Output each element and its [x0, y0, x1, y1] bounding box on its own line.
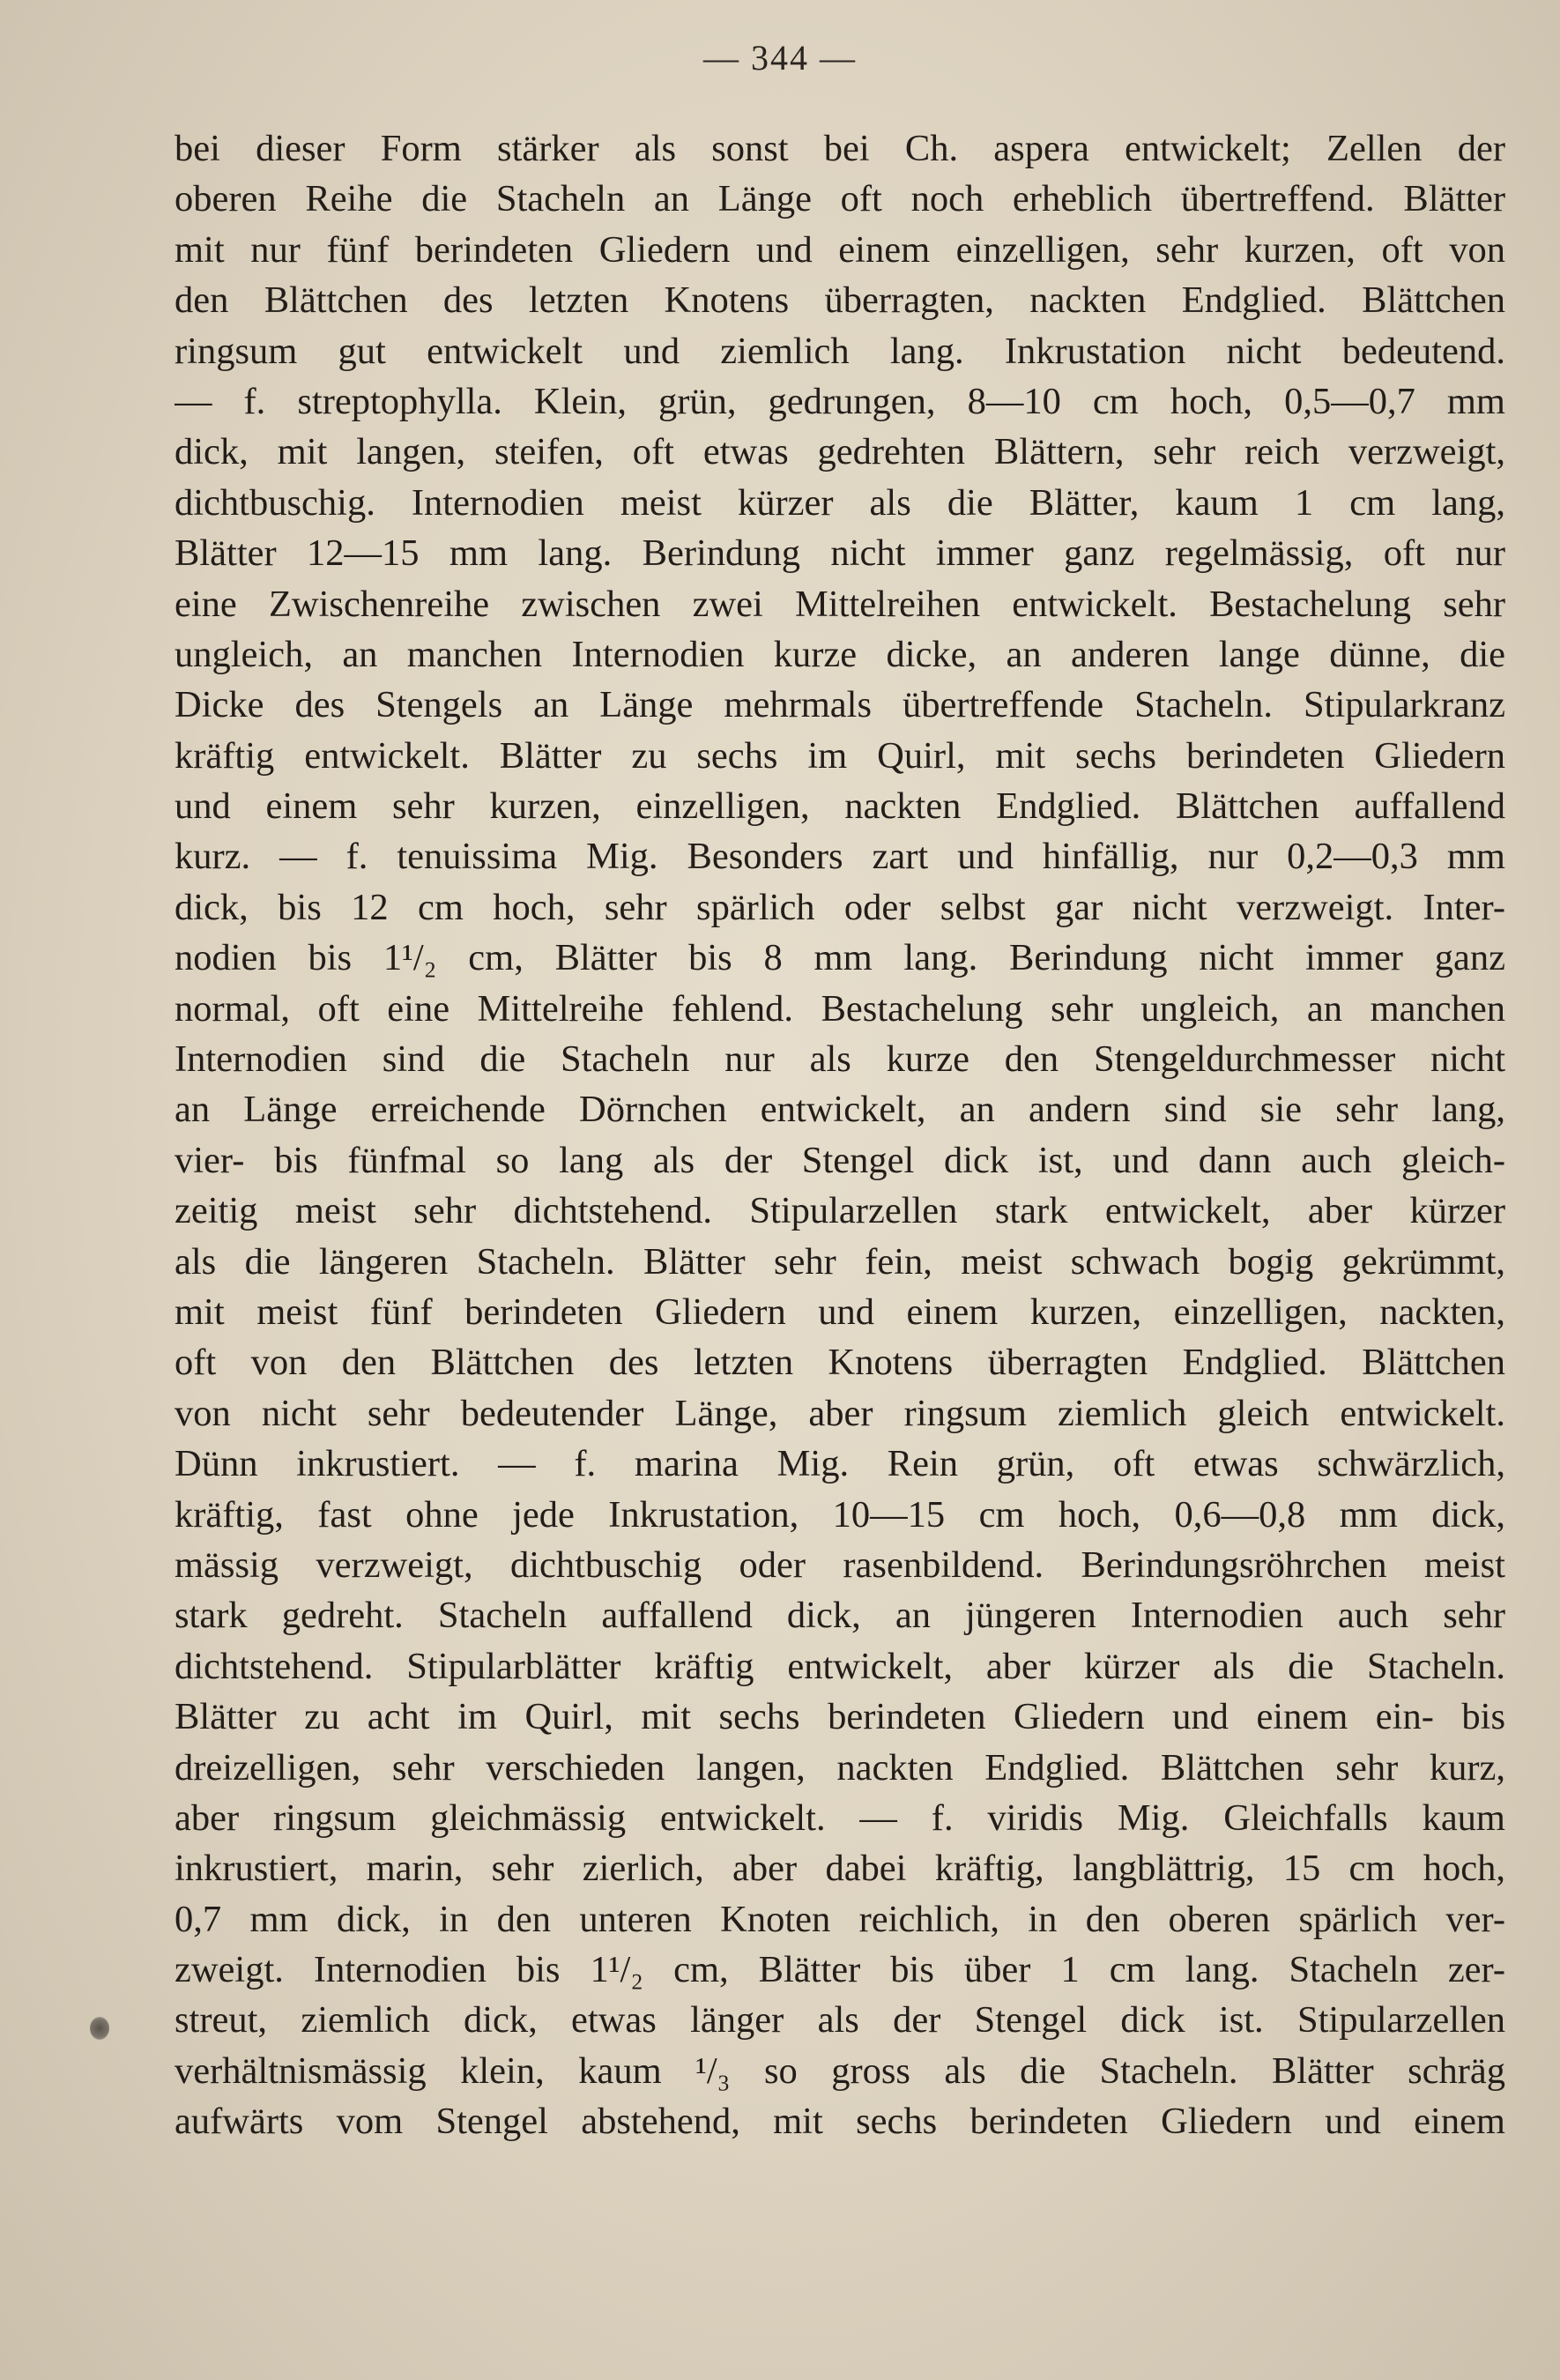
text-line: normal, oft eine Mittelreihe fehlend. Bestachelung sehr ungleich, an manchen [175, 987, 1505, 1030]
body-text [175, 123, 1505, 2147]
text-line: oft von den Blättchen des letzten Knotens überragten Endglied. Blättchen [175, 1342, 1505, 1384]
text-line: an Länge erreichende Dörnchen entwickelt, an andern sind sie sehr lang, [175, 1089, 1505, 1131]
text-line: — f. streptophylla. Klein, grün, gedrungen, 8—10 cm hoch, 0,5—0,7 mm [175, 380, 1505, 422]
text-line: 0,7 mm dick, in den unteren Knoten reichlich, in den oberen spärlich ver- [175, 1898, 1505, 1940]
text-line: dichtbuschig. Internodien meist kürzer als die Blätter, kaum 1 cm lang, [175, 481, 1505, 524]
text-line: und einem sehr kurzen, einzelligen, nackten Endglied. Blättchen auffallend [175, 785, 1505, 828]
text-line: als die längeren Stacheln. Blätter sehr fein, meist schwach bogig gekrümmt, [175, 1240, 1505, 1283]
text-line: dichtstehend. Stipularblätter kräftig entwickelt, aber kürzer als die Stacheln. [175, 1645, 1505, 1687]
text-line: nodien bis 1¹/₂ cm, Blätter bis 8 mm lang. Berindung nicht immer ganz [175, 937, 1505, 979]
text-line: kräftig, fast ohne jede Inkrustation, 10—15 cm hoch, 0,6—0,8 mm dick, [175, 1493, 1505, 1536]
text-line: verhältnismässig klein, kaum ¹/₃ so gross als die Stacheln. Blätter schräg [175, 2049, 1505, 2092]
text-line: zweigt. Internodien bis 1¹/₂ cm, Blätter bis über 1 cm lang. Stacheln zer- [175, 1949, 1505, 1991]
text-line: von nicht sehr bedeutender Länge, aber ringsum ziemlich gleich entwickelt. [175, 1392, 1505, 1434]
text-line: stark gedreht. Stacheln auffallend dick, an jüngeren Internodien auch sehr [175, 1595, 1505, 1637]
text-line: kräftig entwickelt. Blätter zu sechs im Quirl, mit sechs berindeten Gliedern [175, 734, 1505, 777]
text-line: oberen Reihe die Stacheln an Länge oft noch erheblich übertreffend. Blätter [175, 178, 1505, 220]
text-line: den Blättchen des letzten Knotens überragten, nackten Endglied. Blättchen [175, 279, 1505, 322]
text-line: aufwärts vom Stengel abstehend, mit sechs berindeten Gliedern und einem [175, 2101, 1505, 2143]
page-number: — 344 — [703, 38, 857, 78]
text-line: vier- bis fünfmal so lang als der Stengel dick ist, und dann auch gleich- [175, 1139, 1505, 1181]
text-line: inkrustiert, marin, sehr zierlich, aber dabei kräftig, langblättrig, 15 cm hoch, [175, 1848, 1505, 1890]
text-line: aber ringsum gleichmässig entwickelt. — f. viridis Mig. Gleichfalls kaum [175, 1796, 1505, 1839]
ink-spot [90, 2017, 109, 2040]
text-line: Dicke des Stengels an Länge mehrmals übertreffende Stacheln. Stipularkranz [175, 684, 1505, 726]
text-line: kurz. — f. tenuissima Mig. Besonders zart und hinfällig, nur 0,2—0,3 mm [175, 836, 1505, 878]
text-line: mit nur fünf berindeten Gliedern und einem einzelligen, sehr kurzen, oft von [175, 228, 1505, 271]
text-line: dick, bis 12 cm hoch, sehr spärlich oder selbst gar nicht verzweigt. Inter- [175, 886, 1505, 928]
text-line: Dünn inkrustiert. — f. marina Mig. Rein grün, oft etwas schwärzlich, [175, 1443, 1505, 1485]
text-line: Internodien sind die Stacheln nur als kurze den Stengeldurchmesser nicht [175, 1038, 1505, 1081]
text-line: mässig verzweigt, dichtbuschig oder rasenbildend. Berindungsröhrchen meist [175, 1543, 1505, 1586]
text-line: dreizelligen, sehr verschieden langen, nackten Endglied. Blättchen sehr kurz, [175, 1746, 1505, 1789]
text-line: eine Zwischenreihe zwischen zwei Mittelreihen entwickelt. Bestachelung sehr [175, 583, 1505, 625]
text-line: bei dieser Form stärker als sonst bei Ch. aspera entwickelt; Zellen der [175, 128, 1505, 169]
text-line: Blätter zu acht im Quirl, mit sechs berindeten Gliedern und einem ein- bis [175, 1696, 1505, 1738]
text-line: streut, ziemlich dick, etwas länger als der Stengel dick ist. Stipularzellen [175, 1999, 1505, 2042]
text-line: Blätter 12—15 mm lang. Berindung nicht immer ganz regelmässig, oft nur [175, 532, 1505, 575]
text-line: mit meist fünf berindeten Gliedern und einem kurzen, einzelligen, nackten, [175, 1290, 1505, 1333]
text-line: ungleich, an manchen Internodien kurze dicke, an anderen lange dünne, die [175, 633, 1505, 675]
text-line: ringsum gut entwickelt und ziemlich lang. Inkrustation nicht bedeutend. [175, 330, 1505, 372]
text-line: zeitig meist sehr dichtstehend. Stipularzellen stark entwickelt, aber kürzer [175, 1190, 1505, 1232]
text-line: dick, mit langen, steifen, oft etwas gedrehten Blättern, sehr reich verzweigt, [175, 431, 1505, 473]
